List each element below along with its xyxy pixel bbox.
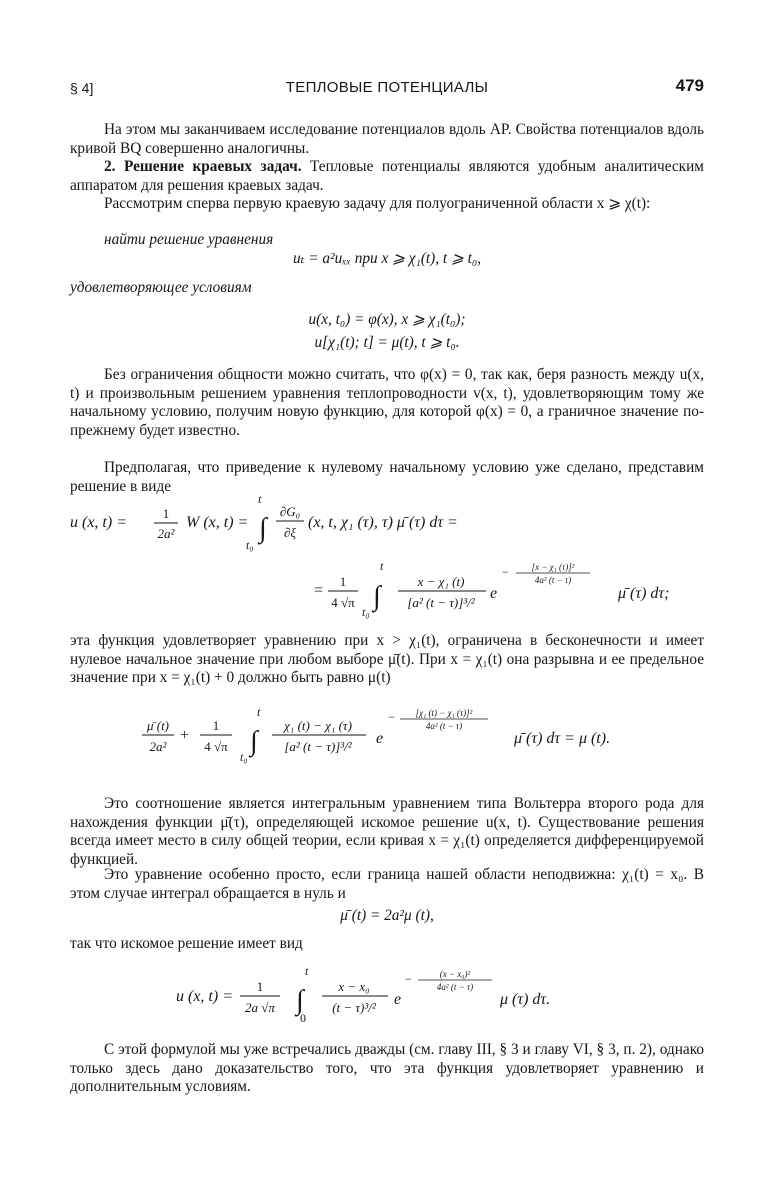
formula-ie-tail: μ̄ (τ) dτ = μ (t).	[514, 730, 611, 747]
formula-final-exp-den: 4a² (t − τ)	[436, 982, 474, 992]
formula-main-exp-num: [x − χ₁ (τ)]²	[531, 562, 575, 572]
formula-ie-frac1-den: 2a²	[149, 739, 167, 754]
running-header	[70, 76, 704, 98]
formula-main-frac3-den: [a² (t − τ)]³/²	[407, 595, 475, 610]
formula-final-int-lower: 0	[300, 1011, 306, 1025]
paragraph-10: С этой формулой мы уже встречались дважды (см. главу III, § 3 и главу VI, § 3, п. 2), однако только здесь дано доказательство того, что эта функция удовлетворяет уравнению и дополнительным условиям.	[70, 1041, 704, 1096]
subsection-heading: 2. Решение краевых задач.	[104, 158, 302, 175]
formula-final-lhs: u (x, t) =	[176, 988, 233, 1005]
running-title: ТЕПЛОВЫЕ ПОТЕНЦИАЛЫ	[285, 79, 489, 96]
equation-boundary-condition: u[χ₁(t); t] = μ(t), t ⩾ t₀.	[314, 334, 460, 351]
paragraph-6: эта функция удовлетворяет уравнению при x > χ₁(t), ограничена в бесконечности и имеет нулевое начальное значение при любом выборе μ̄(t). При x = χ₁(t) она разрывна и ее предельное значение при x = χ₁(t) + 0 должно быть равно μ(t)	[70, 632, 704, 687]
equation-mu: μ̄ (t) = 2a²μ (t),	[340, 907, 434, 924]
paragraph-7: Это соотношение является интегральным уравнением типа Вольтерра второго рода для нахождения функции μ̄(τ), определяющей искомое решение u(x, t). Существование решения всегда имеет место в силу общей теории, если кривая x = χ₁(t) определяется дифференцируемой функцией.	[70, 795, 704, 868]
formula-ie-plus: +	[180, 727, 190, 744]
formula-final-int-upper: t	[305, 964, 309, 978]
formula-main-tail: μ̄ (τ) dτ;	[618, 585, 670, 602]
formula-main-exp-base: e	[490, 585, 498, 602]
formula-ie-exp-num: [χ₁ (t) − χ₁ (τ)]²	[415, 708, 473, 718]
formula-final-tail: μ (τ) dτ.	[500, 991, 551, 1008]
integral-sign-2: ∫	[373, 581, 381, 612]
formula-main-dg-den: ∂ξ	[284, 525, 296, 540]
formula-ie-int-upper: t	[257, 705, 261, 719]
formula-main-dg-num: ∂G₀	[279, 504, 301, 519]
paragraph-4: Без ограничения общности можно считать, что φ(x) = 0, так как, беря разность между u(x, t) и произвольным решением уравнения теплопроводности v(x, t), удовлетворяющим тому же начальному условию, получим новую функцию, для которой φ(x) = 0, а граничное значение по-прежнему будет известно.	[70, 366, 704, 439]
formula-main-int-upper: t	[258, 492, 262, 506]
equation-initial-condition: u(x, t₀) = φ(x), x ⩾ χ₁(t₀);	[308, 311, 466, 328]
equation-heat: uₜ = a²uₓₓ при x ⩾ χ₁(t), t ⩾ t₀,	[292, 250, 482, 267]
formula-final-frac1-num: 1	[256, 979, 264, 994]
formula-final-frac2-den: (t − τ)³/²	[332, 1000, 376, 1015]
paragraph-9: так что искомое решение имеет вид	[70, 935, 303, 952]
formula-main-w-term: W (x, t) =	[186, 514, 249, 531]
integral-sign-3: ∫	[250, 726, 258, 757]
paragraph-1: На этом мы заканчиваем исследование потенциалов вдоль AP. Свойства потенциалов вдоль кривой BQ совершенно аналогичны.	[70, 121, 704, 157]
paragraph-2	[70, 158, 704, 195]
formula-main-int2-upper: t	[380, 559, 384, 573]
formula-ie-frac3-den: [a² (t − τ)]³/²	[284, 739, 352, 754]
formula-ie-frac2-num: 1	[212, 718, 220, 733]
formula-final-exp-base: e	[394, 991, 402, 1008]
formula-main-integrand: (x, t, χ₁ (τ), τ) μ̄ (τ) dτ =	[308, 514, 458, 531]
integral-sign-4: ∫	[296, 985, 304, 1016]
formula-ie-exp-base: e	[376, 730, 384, 747]
formula-final-frac2-num: x − x₀	[338, 979, 370, 994]
formula-main-frac1-den: 2a²	[157, 526, 175, 541]
formula-final-exp-minus: −	[405, 972, 412, 986]
label-satisfy: удовлетворяющее условиям	[70, 279, 252, 296]
formula-main-frac1-num: 1	[162, 506, 170, 521]
formula-ie-frac2-den: 4 √π	[204, 739, 228, 754]
formula-ie-int-lower: t₀	[240, 750, 248, 764]
formula-main-int2-lower: t₀	[362, 605, 370, 619]
formula-final-frac1-den: 2a √π	[245, 1000, 275, 1015]
formula-main-exp-minus: −	[502, 565, 509, 579]
formula-ie-frac3-num: χ₁ (t) − χ₁ (τ)	[284, 718, 352, 733]
paragraph-3: Рассмотрим сперва первую краевую задачу для полуограниченной области x ⩾ χ(t):	[104, 195, 651, 212]
formula-ie-exp-den: 4a² (t − τ)	[425, 721, 463, 731]
label-find: найти решение уравнения	[104, 231, 274, 248]
page-number: 479	[675, 76, 704, 95]
paragraph-5: Предполагая, что приведение к нулевому начальному условию уже сделано, представим решение в виде	[70, 459, 704, 495]
formula-ie-frac1-num: μ̄ (t)	[146, 718, 170, 733]
formula-ie-exp-minus: −	[388, 710, 395, 724]
section-label: § 4]	[70, 80, 94, 96]
formula-main-frac2-num: 1	[339, 574, 347, 589]
formula-main-frac2-den: 4 √π	[331, 595, 355, 610]
formula-main-exp-den: 4a² (t − τ)	[534, 575, 572, 585]
formula-main-frac3-num: x − χ₁ (t)	[417, 574, 465, 589]
formula-main-lhs: u (x, t) =	[70, 514, 127, 531]
formula-main-int-lower: t₀	[246, 538, 254, 552]
formula-final-exp-num: (x − x₀)²	[439, 969, 471, 979]
paragraph-8: Это уравнение особенно просто, если граница нашей области неподвижна: χ₁(t) = x₀. В этом случае интеграл обращается в нуль и	[70, 866, 704, 902]
integral-sign: ∫	[259, 513, 267, 544]
formula-main-eq-sign: =	[314, 582, 324, 599]
paragraph-2-body: Тепловые потенциалы являются удобным аналитическим аппаратом для решения краевых задач.	[70, 158, 704, 194]
